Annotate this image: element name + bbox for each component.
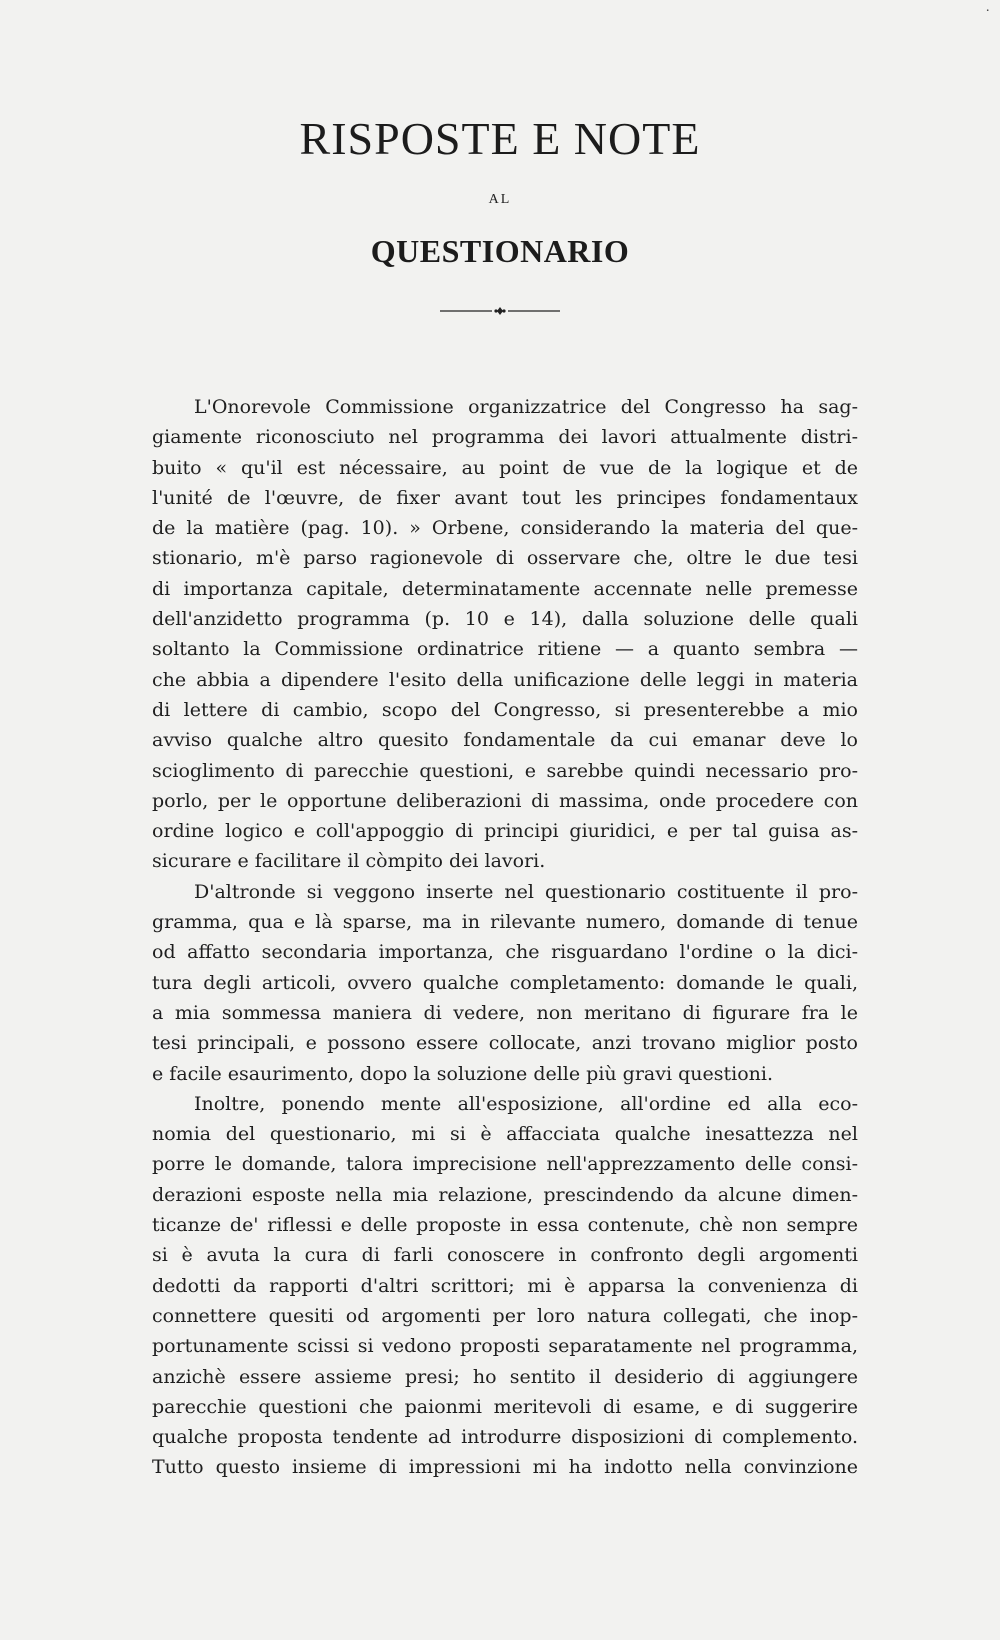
text-line: gramma, qua e là sparse, ma in rilevante numero, domande di tenue (152, 911, 858, 934)
text-line: l'unité de l'œuvre, de fixer avant tout les principes fondamentaux (152, 486, 858, 509)
text-line: e facile esaurimento, dopo la soluzione delle più gravi questioni. (152, 1062, 774, 1085)
text-line: porlo, per le opportune deliberazioni di massima, onde procedere con (152, 789, 858, 812)
text-line: che abbia a dipendere l'esito della unificazione delle leggi in materia (152, 668, 858, 691)
text-line: sicurare e facilitare il còmpito dei lavori. (152, 850, 546, 873)
text-line: si è avuta la cura di farli conoscere in confronto degli argomenti (152, 1244, 858, 1267)
text-line: a mia sommessa maniera di vedere, non meritano di figurare fra le (152, 1001, 858, 1024)
text-line: parecchie questioni che paionmi meritevoli di esame, e di suggerire (152, 1395, 858, 1418)
text-line: tura degli articoli, ovvero qualche completamento: domande le quali, (152, 971, 858, 994)
text-line: stionario, m'è parso ragionevole di osservare che, oltre le due tesi (152, 547, 858, 570)
text-line: portunamente scissi si vedono proposti separatamente nel programma, (152, 1335, 858, 1358)
text-line: ordine logico e coll'appoggio di principi giuridici, e per tal guisa as- (152, 820, 858, 843)
text-line: Tutto questo insieme di impressioni mi ha indotto nella convinzione (152, 1456, 858, 1479)
document-title: RISPOSTE E NOTE (299, 113, 701, 164)
text-line: dell'anzidetto programma (p. 10 e 14), dalla soluzione delle quali (152, 608, 858, 631)
text-line: derazioni esposte nella mia relazione, prescindendo da alcune dimen- (152, 1183, 858, 1206)
text-line: ticanze de' riflessi e delle proposte in essa contenute, chè non sempre (152, 1214, 858, 1237)
text-line: soltanto la Commissione ordinatrice ritiene — a quanto sembra — (152, 638, 858, 661)
title-connector: AL (488, 192, 512, 207)
text-line: di lettere di cambio, scopo del Congresso, si presenterebbe a mio (152, 698, 858, 721)
text-line: porre le domande, talora imprecisione nell'apprezzamento delle consi- (152, 1153, 858, 1176)
text-line: D'altronde si veggono inserte nel questionario costituente il pro- (194, 880, 858, 903)
text-line: Inoltre, ponendo mente all'esposizione, all'ordine ed alla eco- (194, 1092, 858, 1115)
text-line: od affatto secondaria importanza, che risguardano l'ordine o la dici- (152, 941, 858, 964)
text-line: giamente riconosciuto nel programma dei lavori attualmente distri- (152, 426, 858, 449)
page-folio-mark: · (985, 4, 990, 19)
text-line: qualche proposta tendente ad introdurre disposizioni di complemento. (152, 1426, 858, 1449)
text-line: L'Onorevole Commissione organizzatrice del Congresso ha sag- (194, 396, 858, 418)
text-line: anzichè essere assieme presi; ho sentito il desiderio di aggiungere (152, 1365, 858, 1388)
ornament-rule-icon (440, 304, 560, 318)
text-line: avviso qualche altro quesito fondamentale da cui emanar deve lo (152, 729, 858, 752)
text-line: scioglimento di parecchie questioni, e sarebbe quindi necessario pro- (152, 759, 858, 782)
document-subtitle: QUESTIONARIO (370, 233, 630, 269)
body-text (152, 392, 858, 1483)
text-line: connettere quesiti od argomenti per loro natura collegati, che inop- (152, 1304, 858, 1327)
text-line: de la matière (pag. 10). » Orbene, considerando la materia del que- (152, 517, 858, 540)
text-line: tesi principali, e possono essere collocate, anzi trovano miglior posto (152, 1032, 858, 1055)
text-line: buito « qu'il est nécessaire, au point de vue de la logique et de (152, 456, 858, 479)
text-line: nomia del questionario, mi si è affacciata qualche inesattezza nel (152, 1123, 858, 1146)
text-line: dedotti da rapporti d'altri scrittori; mi è apparsa la convenienza di (152, 1274, 858, 1297)
text-line: di importanza capitale, determinatamente accennate nelle premesse (152, 577, 858, 600)
